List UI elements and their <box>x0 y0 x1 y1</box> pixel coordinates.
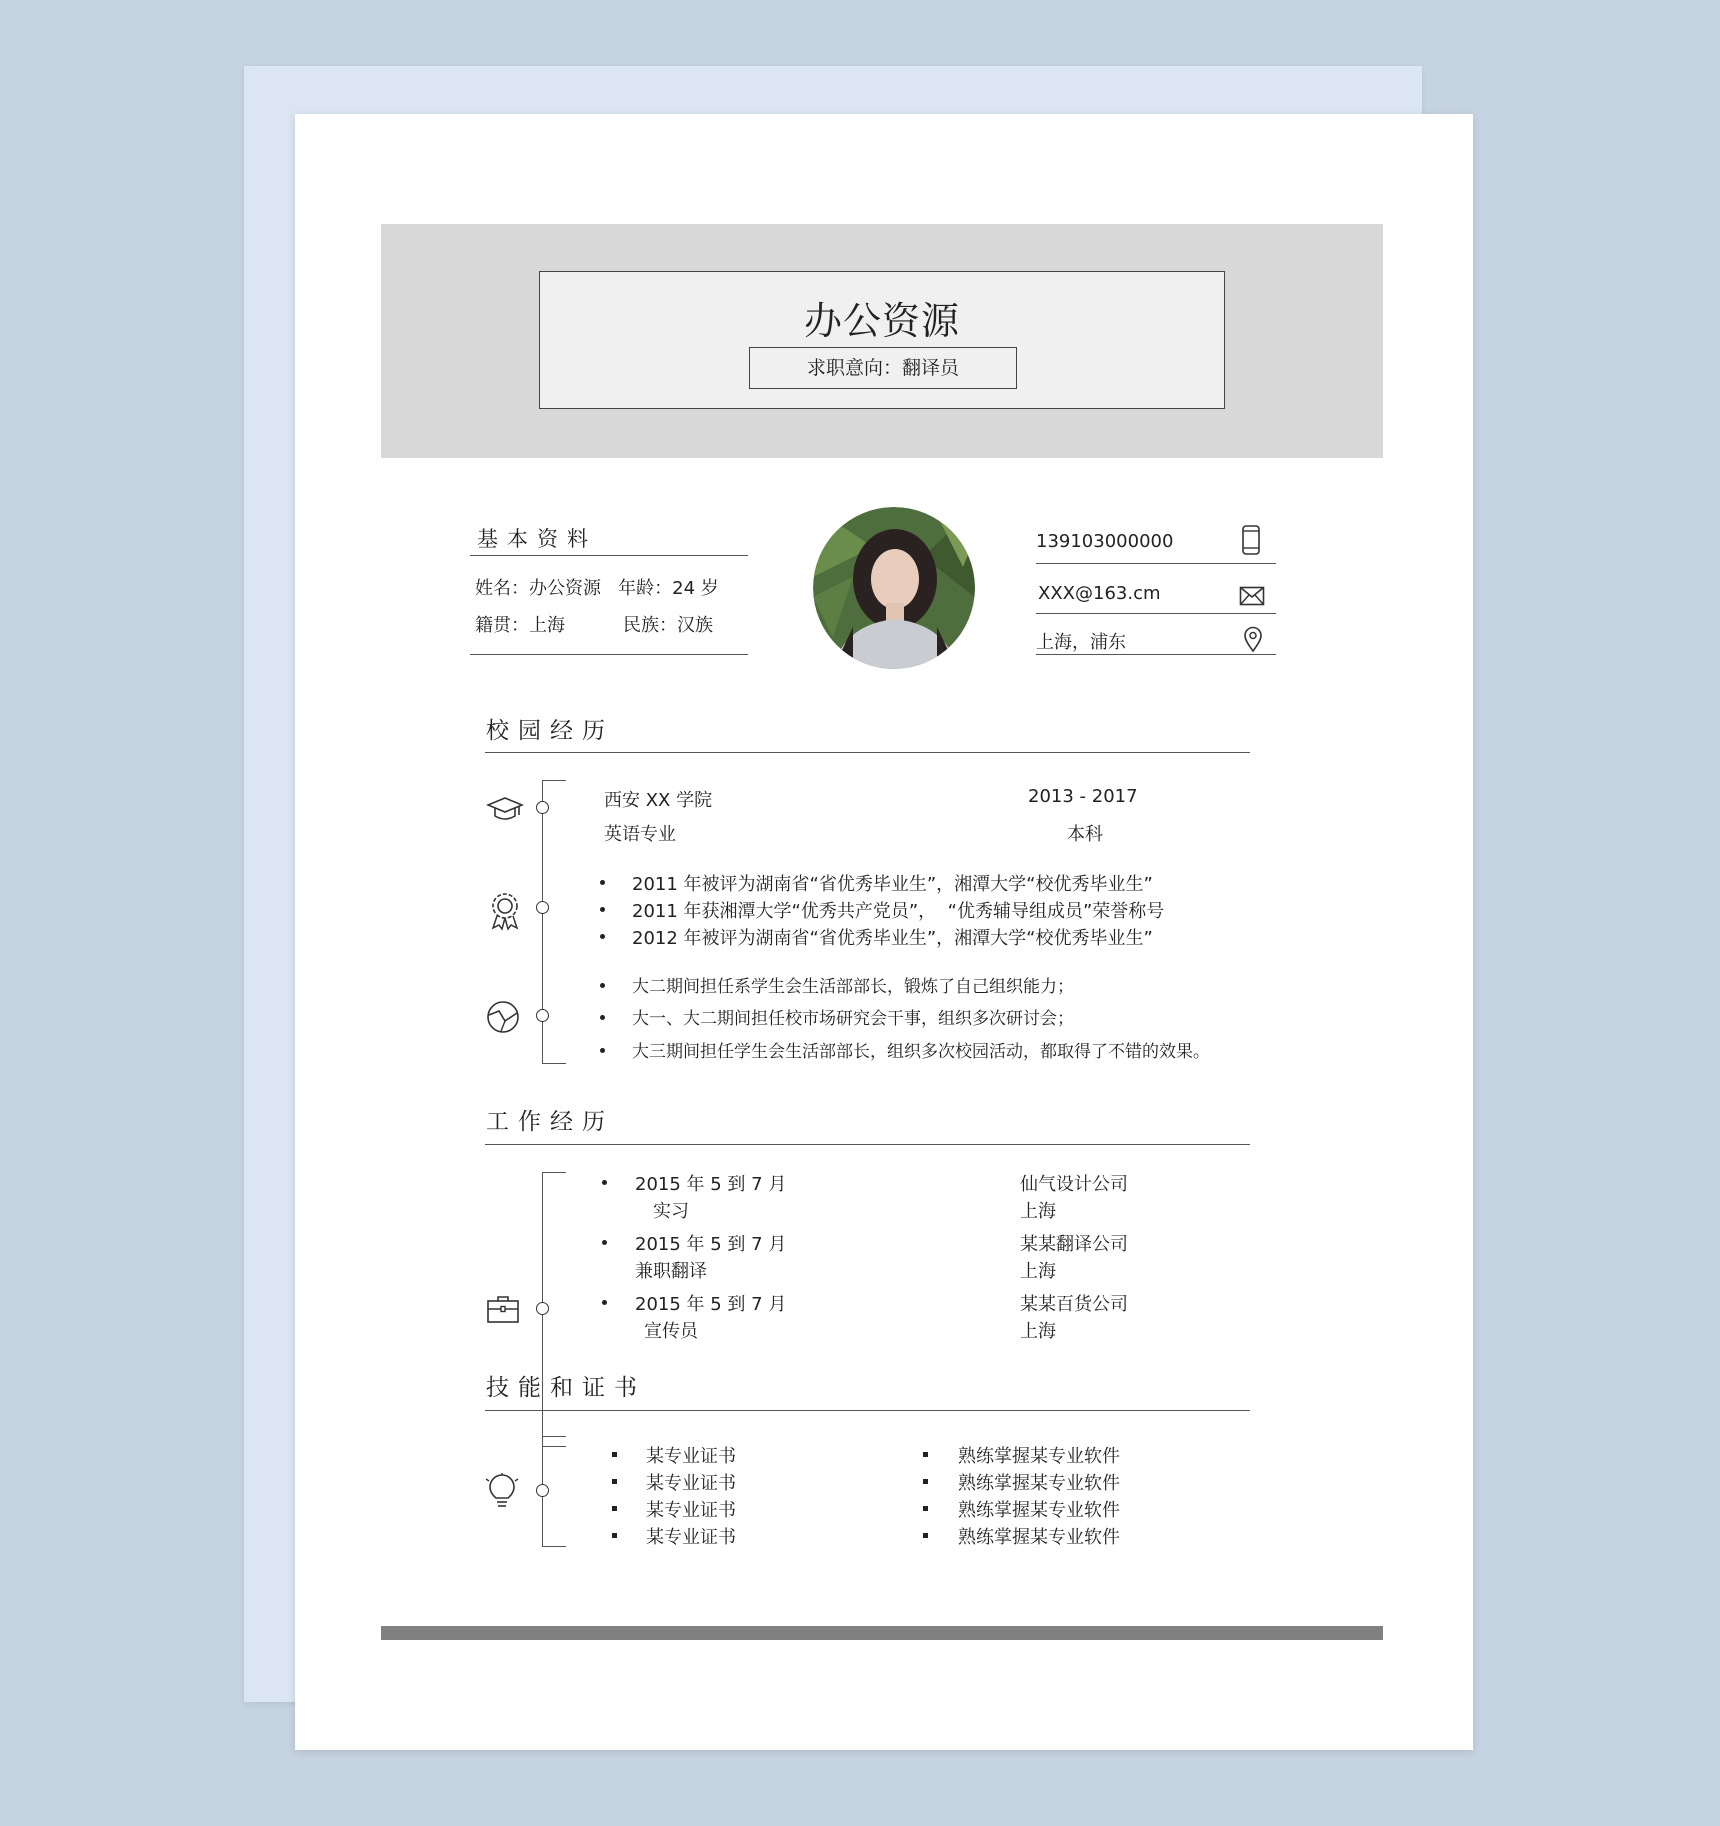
skill-item: 熟练掌握某专业软件 <box>958 1473 1120 1494</box>
chart-icon <box>485 999 521 1035</box>
work-role: 实习 <box>653 1201 689 1222</box>
header-band <box>381 224 1383 458</box>
bullet <box>612 1533 617 1538</box>
profile-photo <box>813 507 975 669</box>
activity-item: 大一、大二期间担任校市场研究会干事，组织多次研讨会； <box>632 1009 1074 1029</box>
basic-info-ethnicity: 民族：汉族 <box>623 615 713 636</box>
bullet <box>600 1015 605 1020</box>
basic-info-bottom-divider <box>470 654 748 655</box>
location-icon <box>1243 626 1263 653</box>
footer-bar <box>381 1626 1383 1640</box>
bullet <box>600 983 605 988</box>
work-role: 宣传员 <box>644 1321 698 1342</box>
skill-item: 熟练掌握某专业软件 <box>958 1527 1120 1548</box>
certificate-item: 某专业证书 <box>646 1527 736 1548</box>
work-company: 仙气设计公司 <box>1020 1174 1128 1195</box>
work-city: 上海 <box>1020 1321 1056 1342</box>
bullet <box>602 1240 607 1245</box>
bullet <box>600 1048 605 1053</box>
email-address: XXX@163.cm <box>1038 583 1161 604</box>
bullet <box>923 1533 928 1538</box>
phone-icon <box>1240 524 1262 556</box>
award-icon <box>488 891 522 931</box>
honor-item: 2011 年被评为湖南省“省优秀毕业生”，湘潭大学“校优秀毕业生” <box>632 874 1153 895</box>
bullet <box>600 907 605 912</box>
certificate-item: 某专业证书 <box>646 1446 736 1467</box>
work-city: 上海 <box>1020 1201 1056 1222</box>
timeline-node <box>536 1009 549 1022</box>
certificate-item: 某专业证书 <box>646 1500 736 1521</box>
work-city: 上海 <box>1020 1261 1056 1282</box>
work-role: 兼职翻译 <box>635 1261 707 1282</box>
certificate-item: 某专业证书 <box>646 1473 736 1494</box>
skills-title: 技能和证书 <box>486 1375 646 1401</box>
address-divider <box>1036 654 1276 655</box>
bullet <box>923 1506 928 1511</box>
basic-info-title: 基本资料 <box>477 527 597 551</box>
campus-timeline-cap-top <box>542 780 566 781</box>
work-company: 某某翻译公司 <box>1020 1234 1128 1255</box>
work-company: 某某百货公司 <box>1020 1294 1128 1315</box>
address: 上海，浦东 <box>1036 632 1126 653</box>
skills-timeline-cap-top <box>542 1436 566 1437</box>
school-major: 英语专业 <box>604 824 676 845</box>
timeline-node <box>536 801 549 814</box>
timeline-node <box>536 1484 549 1497</box>
bullet <box>600 880 605 885</box>
skills-divider <box>485 1410 1250 1411</box>
bullet <box>612 1452 617 1457</box>
briefcase-icon <box>486 1294 520 1324</box>
activity-item: 大二期间担任系学生会生活部部长，锻炼了自己组织能力； <box>632 977 1074 997</box>
job-intent: 求职意向：翻译员 <box>749 347 1017 389</box>
bullet <box>923 1479 928 1484</box>
bullet <box>602 1180 607 1185</box>
bullet <box>602 1300 607 1305</box>
campus-title: 校园经历 <box>486 718 614 744</box>
honor-item: 2011 年获湘潭大学“优秀共产党员”， “优秀辅导组成员”荣誉称号 <box>632 901 1165 922</box>
school-years: 2013 - 2017 <box>1028 786 1138 807</box>
timeline-node <box>536 1302 549 1315</box>
mail-icon <box>1239 586 1265 606</box>
graduation-cap-icon <box>486 795 524 823</box>
skill-item: 熟练掌握某专业软件 <box>958 1500 1120 1521</box>
honor-item: 2012 年被评为湖南省“省优秀毕业生”，湘潭大学“校优秀毕业生” <box>632 928 1153 949</box>
work-timeline-cap-bottom <box>542 1446 566 1447</box>
work-title: 工作经历 <box>486 1109 614 1135</box>
campus-divider <box>485 752 1250 753</box>
skills-timeline-cap-bottom <box>542 1546 566 1547</box>
activity-item: 大三期间担任学生会生活部部长，组织多次校园活动，都取得了不错的效果。 <box>632 1042 1210 1062</box>
basic-info-line1: 姓名：办公资源 年龄：24 岁 <box>475 578 719 599</box>
work-divider <box>485 1144 1250 1145</box>
bullet <box>612 1479 617 1484</box>
bullet <box>923 1452 928 1457</box>
title-box <box>539 271 1225 409</box>
resume-page <box>295 114 1473 1750</box>
campus-timeline-cap-bottom <box>542 1063 566 1064</box>
skill-item: 熟练掌握某专业软件 <box>958 1446 1120 1467</box>
work-timeline-cap-top <box>542 1172 566 1173</box>
bullet <box>612 1506 617 1511</box>
phone-number: 139103000000 <box>1036 531 1174 552</box>
basic-info-hometown: 籍贯：上海 <box>475 615 565 636</box>
lightbulb-icon <box>485 1473 519 1511</box>
basic-info-divider <box>470 555 748 556</box>
school-name: 西安 XX 学院 <box>604 790 713 811</box>
work-date: 2015 年 5 到 7 月 <box>635 1234 787 1255</box>
candidate-name: 办公资源 <box>803 299 960 343</box>
work-date: 2015 年 5 到 7 月 <box>635 1174 787 1195</box>
email-divider <box>1036 613 1276 614</box>
bullet <box>600 934 605 939</box>
work-date: 2015 年 5 到 7 月 <box>635 1294 787 1315</box>
phone-divider <box>1036 563 1276 564</box>
school-degree: 本科 <box>1067 824 1103 845</box>
timeline-node <box>536 901 549 914</box>
